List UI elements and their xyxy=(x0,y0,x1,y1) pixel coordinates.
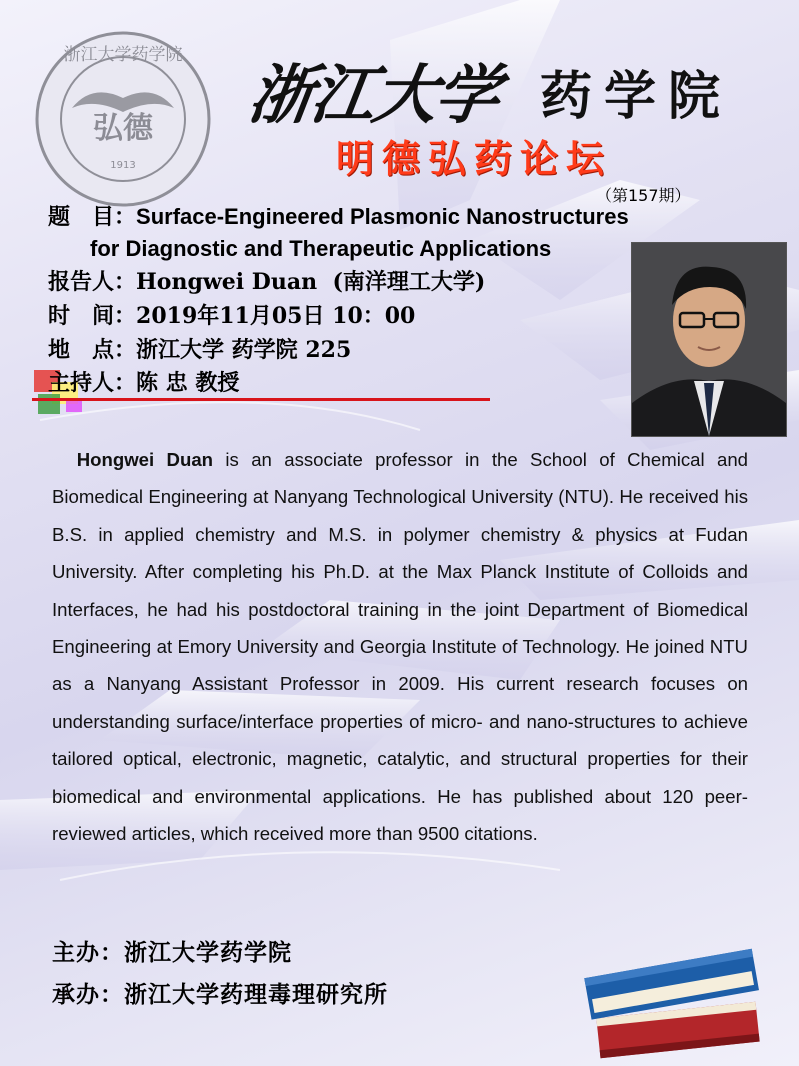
speaker-photo xyxy=(631,242,787,437)
time-label: 时 间： xyxy=(48,303,137,329)
forum-name: 明德弘药论坛 xyxy=(336,137,613,181)
talk-title-line2: for Diagnostic and Therapeutic Applications xyxy=(90,236,552,261)
talk-title-row-2 xyxy=(90,232,551,266)
college-seal-logo xyxy=(32,28,214,210)
divider-line xyxy=(32,398,490,401)
time-row xyxy=(48,300,415,333)
university-calligraphy: 浙江大学 xyxy=(243,58,503,133)
svg-text:浙江大学药学院: 浙江大学药学院 xyxy=(63,45,183,65)
place-row xyxy=(48,334,351,367)
title-label: 题 目： xyxy=(48,204,137,230)
svg-text:弘德: 弘德 xyxy=(93,111,153,146)
talk-title-line1: Surface-Engineered Plasmonic Nanostructures xyxy=(136,204,629,229)
bio-text: is an associate professor in the School of Chemical and Biomedical Engineering at Nanyang Technological University (NTU). He received his B.S. in applied chemistry and M.S. in polymer chemistry & physics at Fudan University. After completing his Ph.D. at the Max Planck Institute of Colloids and Interfaces, he had his postdoctoral training in the joint Department of Biomedical Engineering at Emory University and Georgia Institute of Technology. He joined NTU as a Nanyang Assistant Professor in 2009. His current research focuses on understanding surface/interface properties of micro- and nano-structures to achieve tailored optical, electronic, magnetic, catalytic, and structural properties for their biomedical and environmental applications. He has published about 120 peer-reviewed articles, which received more than 9500 citations. xyxy=(52,449,748,845)
svg-text:1913: 1913 xyxy=(110,160,136,171)
host-row xyxy=(48,367,239,400)
co-organizer: 承办：浙江大学药理毒理研究所 xyxy=(52,982,388,1008)
speaker-biography xyxy=(52,441,748,852)
host-label: 主持人： xyxy=(48,370,137,396)
bio-speaker-name: Hongwei Duan xyxy=(76,449,214,470)
talk-place: 浙江大学 药学院 225 xyxy=(136,337,352,363)
books-illustration xyxy=(578,940,778,1065)
poster-title xyxy=(243,40,770,133)
talk-time: 2019年11月05日 10：00 xyxy=(136,303,416,329)
talk-title-row xyxy=(48,200,629,234)
speaker-label: 报告人： xyxy=(48,269,137,295)
host-name: 陈 忠 教授 xyxy=(136,370,240,396)
school-name: 药学院 xyxy=(540,67,733,127)
speaker-name: Hongwei Duan xyxy=(136,269,318,295)
organizer: 主办：浙江大学药学院 xyxy=(52,940,292,966)
speaker-affiliation: (南洋理工大学) xyxy=(332,269,486,295)
speaker-row xyxy=(48,266,485,299)
issue-number: （第157期） xyxy=(596,186,691,205)
place-label: 地 点： xyxy=(48,337,137,363)
